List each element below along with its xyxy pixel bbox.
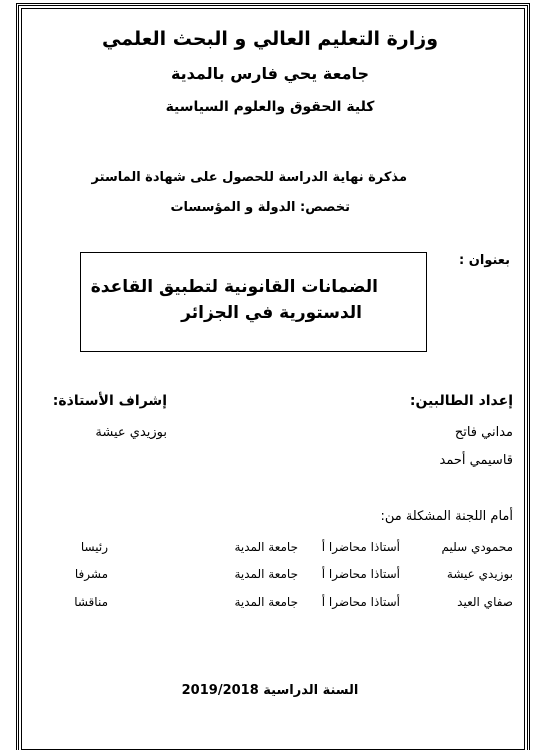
member-name: صفاي العيد [457,595,513,609]
member-rank: أستاذا محاضرا أ [321,540,400,554]
student-name-2: قاسيمي أحمد [439,453,513,468]
thesis-title-box [80,252,427,352]
students-label: إعداد الطالبين: [409,393,513,409]
member-rank: أستاذا محاضرا أ [321,567,400,581]
thesis-title-line-2: الدستورية في الجزائر [181,303,362,323]
faculty-heading: كلية الحقوق والعلوم السياسية [165,99,375,115]
academic-year: السنة الدراسية 2019/2018 [181,683,359,698]
committee-row-3 [0,595,540,611]
thesis-title-line-1: الضمانات القانونية لتطبيق القاعدة [90,277,378,297]
member-role: رئيسا [80,540,108,554]
member-university: جامعة المدية [234,595,298,609]
member-name: بوزيدي عيشة [446,567,513,581]
thesis-specialty: تخصص: الدولة و المؤسسات [170,200,350,215]
committee-row-1 [0,540,540,556]
member-university: جامعة المدية [234,540,298,554]
member-university: جامعة المدية [234,567,298,581]
title-label: بعنوان : [459,253,510,268]
supervisor-name: بوزيدي عيشة [95,425,167,440]
university-heading: جامعة يحي فارس بالمدية [170,64,370,83]
supervisor-label: إشراف الأستاذة: [52,393,167,409]
committee-label: أمام اللجنة المشكلة من: [380,509,513,524]
ministry-heading: وزارة التعليم العالي و البحث العلمي [102,28,438,50]
page-border [21,8,525,750]
thesis-purpose: مذكرة نهاية الدراسة للحصول على شهادة الماستر [91,170,407,185]
member-role: مشرفا [74,567,108,581]
member-rank: أستاذا محاضرا أ [321,595,400,609]
committee-row-2 [0,567,540,583]
student-name-1: مداني فاتح [454,425,513,440]
member-name: محمودي سليم [441,540,513,554]
member-role: مناقشا [74,595,108,609]
